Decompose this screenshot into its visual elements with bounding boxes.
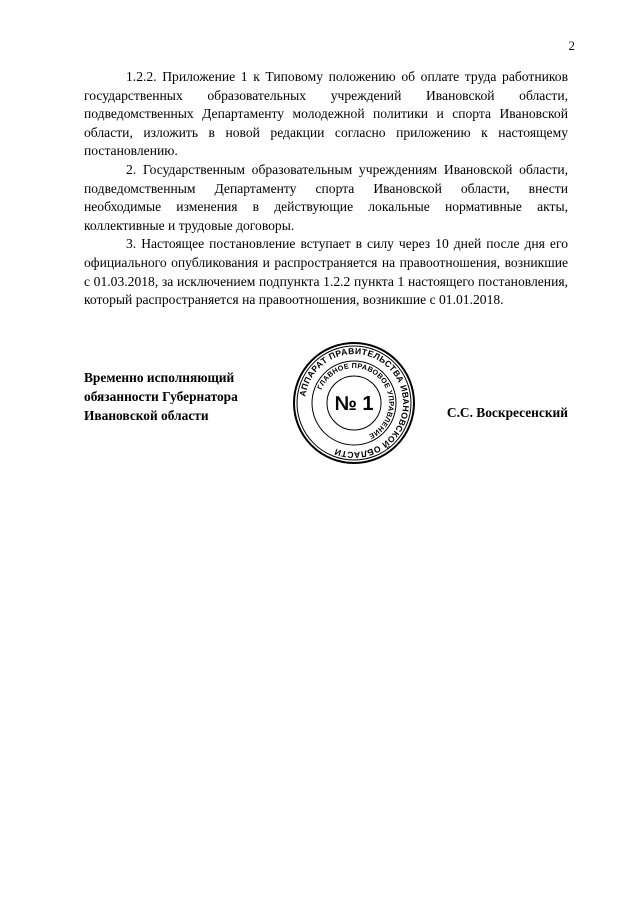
signer-name: С.С. Воскресенский: [446, 405, 568, 420]
paragraph-3: 3. Настоящее постановление вступает в силу через 10 дней после дня его официального опубликования и распространяется на правоотношения, возникшие с 01.03.2018, за исключением подпункта 1.2.2 пункта 1 настоящего постановления, который распространяется на правоотношения, возникшие с 01.01.2018.: [84, 236, 568, 308]
stamp-number: № 1: [334, 393, 374, 415]
paragraph-2: 2. Государственным образовательным учреждениям Ивановской области, подведомственным Департаменту спорта Ивановской области, внести необходимые изменения в действующие локальные нормативные акты, коллективные и трудовые договоры.: [84, 161, 568, 233]
position-line-1: Временно исполняющий: [84, 370, 235, 385]
stamp-outer-text: АППАРАТ ПРАВИТЕЛЬСТВА ИВАНОВСКОЙ ОБЛАСТИ: [297, 345, 412, 461]
paragraph-1-2-2: 1.2.2. Приложение 1 к Типовому положению об оплате труда работников государственных образовательных учреждений Ивановской области, подведомственных Департаменту молодежной политики и спорта Ивановской области, изложить в новой редакции согласно приложению к настоящему постановлению.: [84, 69, 568, 159]
signatory-position: [84, 368, 294, 425]
document-body: [84, 68, 568, 310]
position-line-2: обязанности Губернатора: [84, 389, 238, 404]
stamp-inner-text: ГЛАВНОЕ ПРАВОВОЕ УПРАВЛЕНИЕ: [315, 360, 397, 442]
position-line-3: Ивановской области: [84, 408, 209, 423]
page-number: 2: [568, 38, 575, 53]
official-stamp-seal: [292, 341, 416, 465]
